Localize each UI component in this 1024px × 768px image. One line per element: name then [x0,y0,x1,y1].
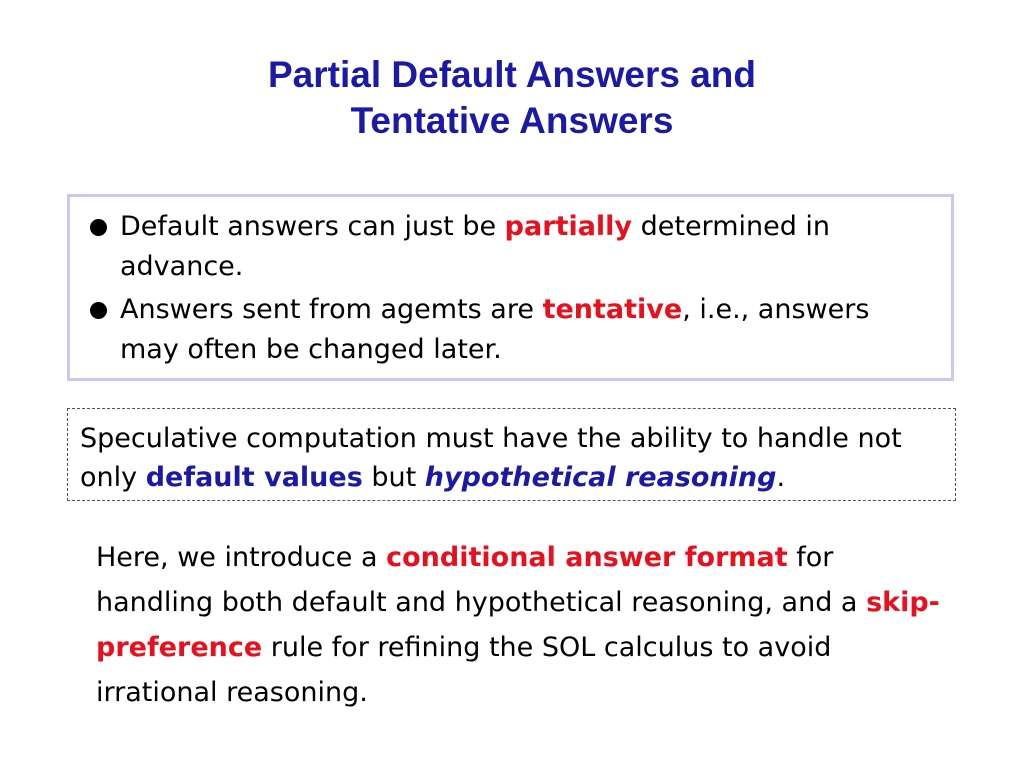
speculative-computation-box [67,408,956,501]
skip-preference-emphasis: skip-preference [96,587,940,663]
bullet-text: determined in advance. [120,211,831,282]
intro-text: rule for refining the SOL calculus to avoid irrational reasoning. [96,632,832,708]
slide-title [0,52,1024,144]
intro-text: for handling both default and hypothetical reasoning, and a [96,542,867,618]
bullet-text: , i.e., answers may often be changed later. [120,294,870,365]
slide-title-line-2: Tentative Answers [350,100,674,141]
speculative-text: Speculative computation must have the ability to handle not only [80,423,902,493]
bullet-emphasis: tentative [542,294,683,325]
speculative-text: but [362,462,425,493]
intro-paragraph [96,535,956,715]
bullet-box [67,194,954,381]
bullet-text: Answers sent from agemts are [120,294,543,325]
speculative-text: . [776,462,786,493]
bullet-emphasis: partially [504,211,633,242]
slide-title-line-1: Partial Default Answers and [268,54,756,95]
bullet-dot-icon [90,219,107,236]
conditional-answer-format-emphasis: conditional answer format [386,542,788,573]
intro-text: Here, we introduce a [96,542,387,573]
bullet-text: Default answers can just be [120,211,505,242]
bullet-dot-icon [90,302,107,319]
hypothetical-reasoning-emphasis: hypothetical reasoning [424,462,777,493]
default-values-emphasis: default values [145,462,363,493]
bullet-list [84,207,934,373]
bullet-item [84,290,934,370]
bullet-item [84,207,934,287]
